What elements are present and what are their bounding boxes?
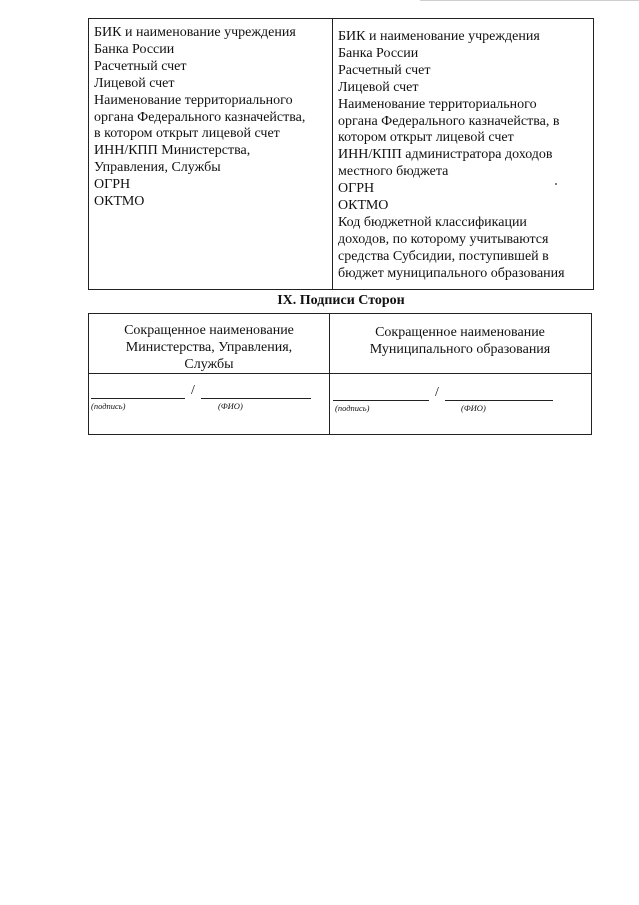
requisite-line: Управления, Службы [94, 160, 221, 176]
ministry-name-cell [89, 314, 329, 373]
requisite-line: Расчетный счет [338, 62, 431, 78]
ministry-signature-caption: (подпись) [91, 401, 126, 411]
requisites-municipality-column [333, 19, 593, 289]
requisite-line: бюджет муниципального образования [338, 265, 565, 281]
requisite-line: Лицевой счет [338, 79, 419, 95]
signatures-header-row [89, 314, 591, 374]
municipality-name-line: Сокращенное наименование [375, 325, 545, 340]
requisite-line: средства Субсидии, поступившей в [338, 248, 549, 264]
municipality-fio-caption: (ФИО) [461, 403, 486, 413]
requisite-line: органа Федерального казначейства, [94, 109, 306, 125]
page-edge-line [420, 0, 639, 1]
requisites-table [88, 18, 594, 290]
requisite-line: ОГРН [94, 177, 131, 193]
requisite-line: Наименование территориального [338, 96, 537, 112]
ministry-name-line: Сокращенное наименование [124, 323, 294, 338]
requisite-line: ОГРН [338, 181, 375, 197]
municipality-name-line: Муниципального образования [369, 342, 551, 357]
signatures-table [88, 313, 592, 435]
ministry-fio-line [201, 398, 311, 399]
requisite-line: ИНН/КПП Министерства, [94, 143, 251, 159]
requisite-line: Банка России [94, 41, 175, 57]
requisite-line: в котором открыт лицевой счет [94, 126, 280, 142]
municipality-signature-line [333, 400, 429, 401]
requisite-line: ИНН/КПП администратора доходов [338, 147, 553, 163]
requisite-line: ОКТМО [94, 194, 145, 210]
requisite-line: доходов, по которому учитываются [338, 231, 549, 247]
ministry-signature-line [91, 398, 185, 399]
municipality-signature-caption: (подпись) [335, 403, 370, 413]
requisite-line: котором открыт лицевой счет [338, 130, 514, 146]
ministry-name-line: Министерства, Управления, [125, 340, 293, 355]
requisite-line: Наименование территориального [94, 92, 293, 108]
requisite-line: органа Федерального казначейства, в [338, 113, 560, 129]
municipality-signature-slash: / [435, 385, 439, 400]
ministry-name-line: Службы [184, 357, 234, 372]
requisite-line: БИК и наименование учреждения [94, 25, 296, 40]
requisite-line: Лицевой счет [94, 75, 175, 91]
scan-speck [555, 183, 557, 185]
municipality-fio-line [445, 400, 553, 401]
section-title: IX. Подписи Сторон [277, 293, 405, 308]
requisite-line: БИК и наименование учреждения [338, 29, 540, 44]
requisites-ministry-column [89, 19, 333, 289]
municipality-name-cell [329, 314, 591, 373]
requisite-line: Код бюджетной классификации [338, 214, 527, 230]
requisite-line: Расчетный счет [94, 58, 187, 74]
requisite-line: Банка России [338, 45, 419, 61]
signatures-column-divider [329, 314, 330, 434]
requisite-line: ОКТМО [338, 198, 389, 214]
ministry-signature-slash: / [191, 383, 195, 398]
ministry-fio-caption: (ФИО) [218, 401, 243, 411]
requisite-line: местного бюджета [338, 164, 449, 180]
